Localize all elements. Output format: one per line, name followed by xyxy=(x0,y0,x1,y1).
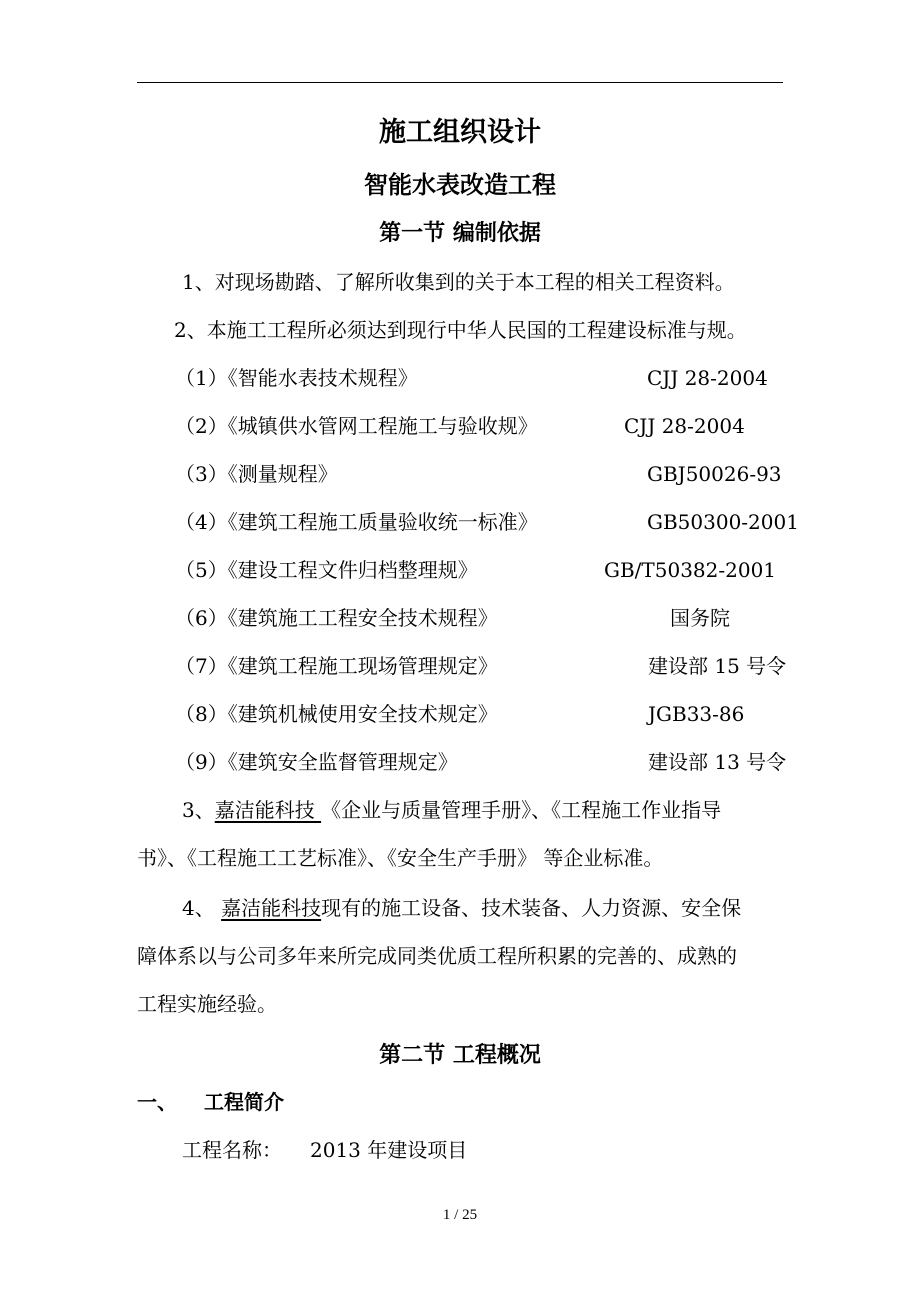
reference-name-8: （8）《建筑机械使用安全技术规定》 xyxy=(175,702,498,726)
reference-code-4: GB50300-2001 xyxy=(647,510,799,534)
section-2-heading: 第二节 工程概况 xyxy=(379,1042,541,1068)
section-1-heading: 第一节 编制依据 xyxy=(379,220,541,246)
reference-code-8: JGB33-86 xyxy=(648,702,745,726)
reference-code-7: 建设部 15 号令 xyxy=(648,654,787,678)
reference-name-3: （3）《测量规程》 xyxy=(175,462,338,486)
project-name-value: 2013 年建设项目 xyxy=(310,1138,468,1162)
reference-code-9: 建设部 13 号令 xyxy=(648,750,787,774)
basis-item-1: 1、对现场勘踏、了解所收集到的关于本工程的相关工程资料。 xyxy=(182,270,735,294)
reference-name-6: （6）《建筑施工工程安全技术规程》 xyxy=(175,606,498,630)
basis-item-4 xyxy=(182,896,741,920)
document-subtitle: 智能水表改造工程 xyxy=(364,170,556,199)
basis-item-3-company: 嘉洁能科技 xyxy=(214,798,322,822)
page-number: 1 / 25 xyxy=(442,1207,478,1223)
header-rule xyxy=(137,82,783,83)
reference-name-7: （7）《建筑工程施工现场管理规定》 xyxy=(175,654,498,678)
basis-item-3-text: 《企业与质量管理手册》、《工程施工作业指导 xyxy=(321,798,722,822)
reference-code-3: GBJ50026-93 xyxy=(647,462,782,486)
reference-name-4: （4）《建筑工程施工质量验收统一标准》 xyxy=(175,510,538,534)
reference-name-9: （9）《建筑安全监督管理规定》 xyxy=(175,750,458,774)
basis-item-4-company: 嘉洁能科技 xyxy=(221,896,322,920)
basis-item-2: 2、本施工工程所必须达到现行中华人民国的工程建设标准与规。 xyxy=(174,318,747,342)
basis-item-3-prefix: 3、 xyxy=(182,798,215,822)
subsection-number: 一、 xyxy=(137,1090,177,1114)
subsection-title: 工程简介 xyxy=(204,1090,284,1114)
basis-item-4-prefix: 4、 xyxy=(182,896,222,920)
reference-code-2: CJJ 28-2004 xyxy=(624,414,745,438)
basis-item-3-continued: 书》、《工程施工工艺标准》、《安全生产手册》 等企业标准。 xyxy=(137,846,664,870)
reference-code-5: GB/T50382-2001 xyxy=(604,558,777,582)
reference-name-5: （5）《建设工程文件归档整理规》 xyxy=(175,558,478,582)
basis-item-4-text: 现有的施工设备、技术装备、人力资源、安全保 xyxy=(321,896,742,920)
project-name-label: 工程名称： xyxy=(182,1138,282,1162)
reference-name-1: （1）《智能水表技术规程》 xyxy=(175,366,418,390)
document-title: 施工组织设计 xyxy=(379,117,541,148)
basis-item-4-end: 工程实施经验。 xyxy=(137,992,277,1016)
basis-item-3 xyxy=(182,798,721,822)
reference-code-6: 国务院 xyxy=(670,606,730,630)
basis-item-4-continued: 障体系以与公司多年来所完成同类优质工程所积累的完善的、成熟的 xyxy=(137,944,737,968)
reference-code-1: CJJ 28-2004 xyxy=(647,366,768,390)
reference-name-2: （2）《城镇供水管网工程施工与验收规》 xyxy=(175,414,538,438)
